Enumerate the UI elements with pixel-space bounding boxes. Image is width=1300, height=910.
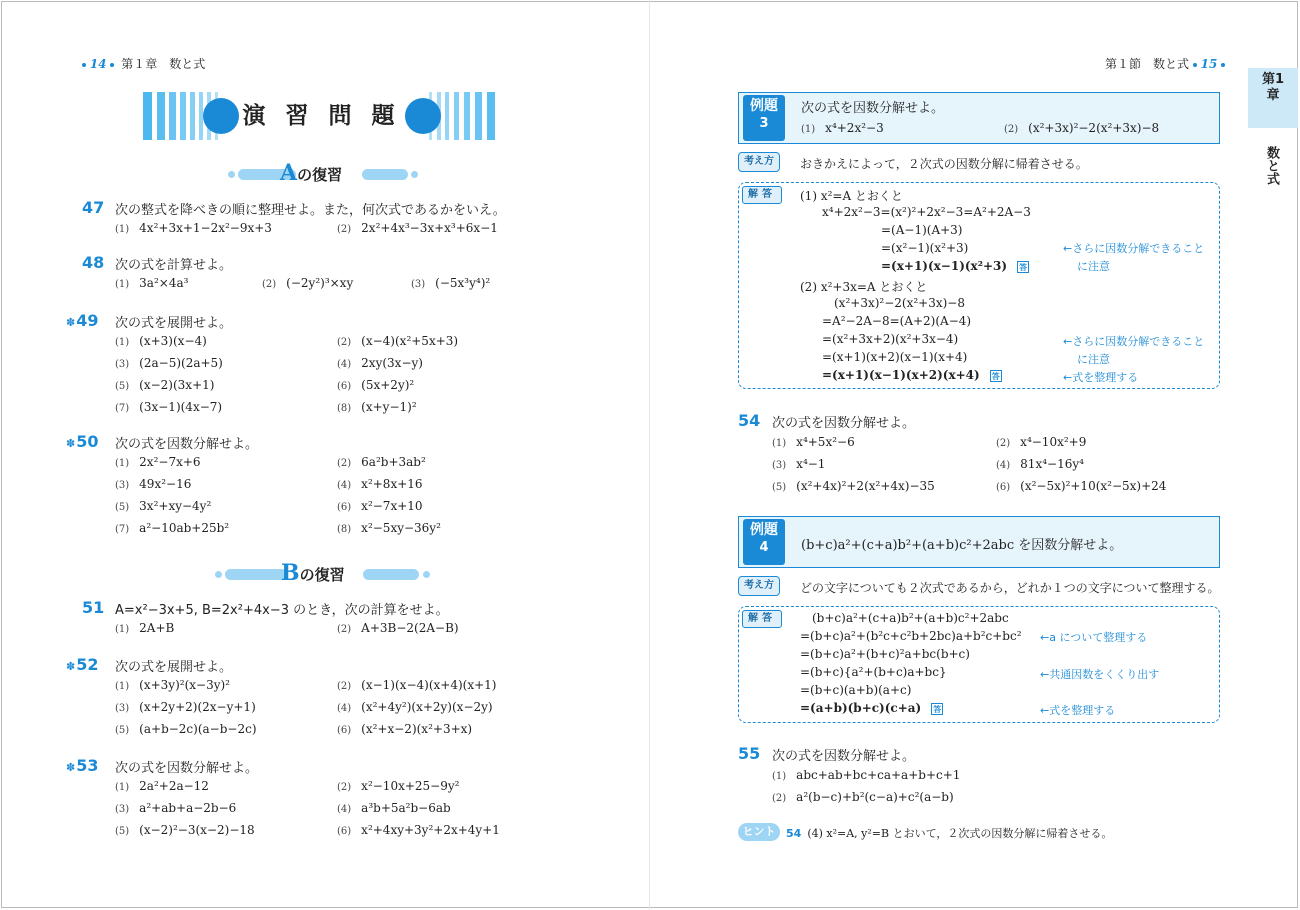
solution-expression: =(A−1)(A+3) (881, 223, 963, 237)
side-tab-chapter-prefix: 第 (1261, 72, 1275, 87)
item-label: (6) (337, 502, 352, 513)
problem-52-item-4 (337, 700, 493, 714)
item-expression: (x²+4x)²+2(x²+4x)−35 (796, 479, 935, 493)
section-a-heading (228, 162, 418, 184)
solution-line-10 (822, 350, 967, 364)
item-expression: 4x²+3x+1−2x²−9x+3 (139, 221, 272, 235)
item-label: (1) (115, 681, 130, 692)
item-label: (4) (337, 703, 352, 714)
solution-line-8 (822, 314, 971, 328)
solution-line-4 (881, 241, 968, 255)
heading-dot-icon (228, 171, 235, 178)
item-expression: (x+3)(x−4) (139, 334, 207, 348)
solution-note-4: に注意 (1077, 353, 1110, 366)
problem-47-number (82, 198, 104, 217)
solution-expression: =(b+c)a²+(b²c+c²b+2bc)a+b²c+bc² (800, 629, 1022, 643)
item-label: (6) (337, 826, 352, 837)
item-label: (2) (772, 793, 787, 804)
problem-number: 48 (82, 253, 105, 272)
item-label: (1) (115, 458, 130, 469)
solution-expression: =(x²+3x+2)(x²+3x−4) (822, 332, 959, 346)
example-4-kangae-text: どの文字についても２次式であるから，どれか１つの文字について整理する。 (800, 581, 1220, 595)
example-3-tag-label: 例題 (750, 98, 778, 114)
right-page-number: 15 (1200, 57, 1218, 71)
problem-52-item-5 (115, 722, 257, 736)
problem-54-number: 54 (738, 411, 761, 430)
left-running-title: 第１章 数と式 (121, 57, 206, 71)
problem-52-text: 次の式を展開せよ。 (115, 660, 233, 675)
heading-dot-icon (215, 571, 222, 578)
problem-47-text: 次の整式を降べきの順に整理せよ。また，何次式であるかをいえ。 (115, 203, 506, 218)
item-label: (6) (337, 381, 352, 392)
item-label: (5) (115, 381, 130, 392)
answer-mark-icon: 答 (933, 703, 942, 714)
item-expression: (x−2)(3x+1) (139, 378, 215, 392)
hint-problem-number: 54 (786, 827, 802, 840)
problem-49-text: 次の式を展開せよ。 (115, 316, 233, 331)
item-expression: (5x+2y)² (361, 378, 415, 392)
item-expression: (a+b−2c)(a−b−2c) (139, 722, 257, 736)
problem-50-number (66, 432, 98, 451)
answer-mark-icon: 答 (991, 370, 1000, 381)
item-expression: x⁴+5x²−6 (796, 435, 855, 449)
item-expression: 2a²+2a−12 (139, 779, 209, 793)
problem-52-item-3 (115, 700, 256, 714)
item-label: (2) (996, 438, 1011, 449)
item-expression: (x+2y+2)(2x−y+1) (139, 700, 256, 714)
solution-line-6 (800, 278, 927, 295)
item-expression: A+3B−2(2A−B) (361, 621, 459, 635)
problem-49-item-2 (337, 334, 458, 348)
solution-line-2 (800, 629, 1022, 643)
problem-50-item-4 (337, 477, 423, 491)
item-expression: x²+4xy+3y²+2x+4y+1 (361, 823, 500, 837)
problem-54-item-6 (996, 479, 1166, 493)
item-expression: (x−2)²−3(x−2)−18 (139, 823, 255, 837)
section-a-text: の復習 (297, 166, 343, 184)
problem-50-item-8 (337, 521, 441, 535)
problem-54-item-5 (772, 479, 935, 493)
example-3-tag (743, 95, 785, 141)
heading-pill (363, 569, 419, 580)
item-expression: a²+ab+a−2b−6 (139, 801, 237, 815)
solution-line-7 (834, 296, 965, 310)
item-label: (3) (115, 480, 130, 491)
problem-52-item-2 (337, 678, 496, 692)
solution-expression: =(b+c)(a+b)(a+c) (800, 683, 912, 697)
item-label: (2) (337, 458, 352, 469)
problem-53-item-4 (337, 801, 451, 815)
problem-53-item-1 (115, 779, 209, 793)
solution-line-5 (800, 683, 911, 697)
problem-51-number (82, 598, 104, 617)
problem-50-text: 次の式を因数分解せよ。 (115, 437, 259, 452)
problem-number: 50 (76, 432, 99, 451)
item-expression: 81x⁴−16y⁴ (1020, 457, 1084, 471)
item-expression: a²−10ab+25b² (139, 521, 230, 535)
item-expression: x²−7x+10 (361, 499, 423, 513)
solution-line-3 (881, 223, 963, 237)
example-4-box (738, 516, 1220, 568)
item-expression: 49x²−16 (139, 477, 192, 491)
item-label: (1) (115, 337, 130, 348)
item-expression: 2A+B (139, 621, 175, 635)
star-icon: ✽ (66, 660, 76, 673)
item-label: (1) (115, 279, 130, 290)
hint-badge: ヒント (738, 823, 780, 841)
item-label: (1) (801, 124, 816, 135)
problem-54-text: 次の式を因数分解せよ。 (772, 416, 916, 431)
solution-expression: =(x+1)(x+2)(x−1)(x+4) (822, 350, 968, 364)
page-dot-icon (110, 63, 114, 67)
solution-line-6 (800, 701, 943, 715)
solution-line-2 (822, 205, 1031, 219)
solution-note-1: ←さらに因数分解できること (1063, 242, 1205, 255)
solution-note-5: ←式を整理する (1063, 371, 1139, 384)
item-label: (1) (115, 624, 130, 635)
problem-number: 51 (82, 598, 105, 617)
problem-48-item-3 (411, 276, 490, 290)
item-expression: (x²−5x)²+10(x²−5x)+24 (1020, 479, 1167, 493)
left-page-number: 14 (89, 57, 107, 71)
item-label: (4) (337, 480, 352, 491)
problem-51-text: A=x²−3x+5, B=2x²+4x−3 のとき，次の計算をせよ。 (115, 603, 449, 618)
problem-49-item-6 (337, 378, 414, 392)
solution-note-1: ←a について整理する (1040, 631, 1148, 644)
problem-49-item-3 (115, 356, 223, 370)
problem-50-item-1 (115, 455, 201, 469)
item-label: (2) (337, 224, 352, 235)
problem-51-item-2 (337, 621, 459, 635)
item-expression: a²(b−c)+b²(c−a)+c²(a−b) (796, 790, 954, 804)
solution-expression: (x²+3x)²−2(x²+3x)−8 (834, 296, 965, 310)
item-label: (6) (337, 725, 352, 736)
item-expression: 2x²−7x+6 (139, 455, 201, 469)
problem-54-item-3 (772, 457, 825, 471)
item-label: (1) (115, 224, 130, 235)
item-expression: 2xy(3x−y) (361, 356, 423, 370)
problem-54-item-1 (772, 435, 855, 449)
item-label: (3) (115, 359, 130, 370)
problem-55-item-1 (772, 768, 960, 782)
problem-54-item-2 (996, 435, 1086, 449)
item-expression: 3x²+xy−4y² (139, 499, 212, 513)
problem-49-item-8 (337, 400, 417, 414)
page-gutter (649, 0, 650, 910)
item-expression: x⁴−10x²+9 (1020, 435, 1087, 449)
section-b-letter: B (281, 560, 300, 586)
item-label: (3) (772, 460, 787, 471)
solution-line-1 (800, 187, 903, 204)
solution-expression: =(b+c){a²+(b+c)a+bc} (800, 665, 947, 679)
item-expression: (x+3y)²(x−3y)² (139, 678, 230, 692)
section-a-letter: A (280, 160, 298, 186)
problem-48-number (82, 253, 104, 272)
left-running-header (82, 55, 205, 72)
heading-dot-icon (423, 571, 430, 578)
solution-note-2: ←共通因数をくくり出す (1040, 668, 1160, 681)
item-label: (5) (115, 502, 130, 513)
item-label: (2) (337, 681, 352, 692)
item-label: (2) (262, 279, 277, 290)
example-4-kaito-badge: 解答 (742, 610, 782, 628)
problem-52-item-1 (115, 678, 230, 692)
example-3-kangae-badge: 考え方 (738, 152, 780, 172)
side-tab-chapter-num: 1 (1274, 72, 1285, 87)
example-3-kangae-text: おきかえによって，２次式の因数分解に帰着させる。 (800, 157, 1088, 171)
solution-expression: (1) x²=A とおくと (800, 189, 903, 203)
problem-50-item-7 (115, 521, 229, 535)
problem-55-item-2 (772, 790, 954, 804)
problem-number: 52 (76, 655, 99, 674)
item-label: (3) (115, 804, 130, 815)
example-3-box (738, 92, 1220, 144)
problem-49-item-4 (337, 356, 423, 370)
problem-53-item-3 (115, 801, 236, 815)
problem-50-item-6 (337, 499, 423, 513)
problem-48-item-2 (262, 276, 353, 290)
example-3-number: 3 (759, 116, 769, 131)
solution-expression: =(a+b)(b+c)(c+a) (800, 701, 922, 715)
item-expression: x⁴−1 (796, 457, 826, 471)
problem-51-item-1 (115, 621, 174, 635)
item-label: (2) (337, 624, 352, 635)
problem-50-item-3 (115, 477, 191, 491)
problem-49-item-5 (115, 378, 214, 392)
problem-number: 47 (82, 198, 105, 217)
example-3-item-2 (1004, 121, 1159, 135)
problem-49-item-1 (115, 334, 207, 348)
item-label: (2) (1004, 124, 1019, 135)
right-running-title: 第１節 数と式 (1105, 57, 1190, 71)
problem-number: 49 (76, 311, 99, 330)
problem-47-item-2 (337, 221, 498, 235)
item-label: (5) (115, 826, 130, 837)
hint-text: (4) x²=A, y²=B とおいて，２次式の因数分解に帰着させる。 (807, 827, 1113, 840)
problem-55-text: 次の式を因数分解せよ。 (772, 749, 916, 764)
problem-52-item-6 (337, 722, 472, 736)
item-expression: (x²+3x)²−2(x²+3x)−8 (1028, 121, 1160, 135)
problem-49-number (66, 311, 98, 330)
problem-number: 53 (76, 756, 99, 775)
item-expression: 6a²b+3ab² (361, 455, 426, 469)
solution-line-1 (812, 611, 1009, 625)
problem-48-item-1 (115, 276, 188, 290)
banner-title: 演 習 問 題 (242, 103, 401, 129)
example-4-text: (b+c)a²+(c+a)b²+(a+b)c²+2abc を因数分解せよ。 (801, 538, 1123, 553)
chapter-side-tab (1248, 68, 1298, 128)
problem-55-number: 55 (738, 744, 761, 763)
solution-expression: (2) x²+3x=A とおくと (800, 280, 928, 294)
item-label: (5) (115, 725, 130, 736)
item-expression: (−2y²)³×xy (286, 276, 354, 290)
problem-47-item-1 (115, 221, 272, 235)
solution-expression: =(x+1)(x−1)(x²+3) (881, 259, 1008, 273)
item-expression: (3x−1)(4x−7) (139, 400, 223, 414)
solution-expression: =(b+c)a²+(b+c)²a+bc(b+c) (800, 647, 970, 661)
item-label: (2) (337, 337, 352, 348)
solution-note-3: ←式を整理する (1040, 704, 1116, 717)
section-b-heading (215, 562, 430, 584)
heading-pill (225, 569, 287, 580)
item-label: (4) (996, 460, 1011, 471)
solution-line-4 (800, 665, 947, 679)
problem-50-item-5 (115, 499, 211, 513)
item-expression: 2x²+4x³−3x+x³+6x−1 (361, 221, 498, 235)
problem-53-text: 次の式を因数分解せよ。 (115, 761, 259, 776)
star-icon: ✽ (66, 437, 76, 450)
example-3-item-1 (801, 121, 884, 135)
hint-line (786, 825, 1112, 841)
side-tab-chapter-suffix: 章 (1266, 88, 1280, 103)
heading-dot-icon (411, 171, 418, 178)
item-label: (1) (115, 782, 130, 793)
solution-line-11 (822, 368, 1002, 382)
item-expression: (x²+x−2)(x²+3+x) (361, 722, 473, 736)
problem-53-item-5 (115, 823, 255, 837)
item-expression: x²−10x+25−9y² (361, 779, 460, 793)
solution-expression: x⁴+2x²−3=(x²)²+2x²−3=A²+2A−3 (822, 205, 1031, 219)
item-expression: (x²+4y²)(x+2y)(x−2y) (361, 700, 493, 714)
item-expression: (x−4)(x²+5x+3) (361, 334, 459, 348)
item-label: (2) (337, 782, 352, 793)
item-expression: (−5x³y⁴)² (435, 276, 491, 290)
page-dot-icon (1193, 63, 1197, 67)
solution-line-9 (822, 332, 958, 346)
page-dot-icon (82, 63, 86, 67)
item-label: (1) (772, 771, 787, 782)
item-label: (7) (115, 403, 130, 414)
solution-expression: =A²−2A−8=(A+2)(A−4) (822, 314, 972, 328)
example-4-number: 4 (759, 540, 769, 555)
item-label: (4) (337, 804, 352, 815)
exercise-banner (143, 92, 500, 140)
example-4-tag-label: 例題 (750, 522, 778, 538)
item-label: (3) (411, 279, 426, 290)
solution-line-3 (800, 647, 970, 661)
example-3-kaito-badge: 解答 (742, 186, 782, 204)
item-expression: 3a²×4a³ (139, 276, 189, 290)
problem-52-number (66, 655, 98, 674)
example-3-text: 次の式を因数分解せよ。 (801, 101, 945, 116)
solution-note-3: ←さらに因数分解できること (1063, 335, 1205, 348)
item-expression: x⁴+2x²−3 (825, 121, 884, 135)
example-4-kangae-badge: 考え方 (738, 576, 780, 596)
item-label: (5) (772, 482, 787, 493)
heading-pill (362, 169, 408, 180)
item-expression: x²−5xy−36y² (361, 521, 441, 535)
item-expression: (2a−5)(2a+5) (139, 356, 223, 370)
item-label: (3) (115, 703, 130, 714)
item-label: (6) (996, 482, 1011, 493)
problem-49-item-7 (115, 400, 222, 414)
solution-expression: (b+c)a²+(c+a)b²+(a+b)c²+2abc (812, 611, 1009, 625)
item-label: (8) (337, 524, 352, 535)
right-running-header (1105, 55, 1225, 72)
star-icon: ✽ (66, 761, 76, 774)
item-label: (8) (337, 403, 352, 414)
example-4-tag (743, 519, 785, 565)
solution-line-5 (881, 259, 1029, 273)
problem-53-number (66, 756, 98, 775)
problem-50-item-2 (337, 455, 426, 469)
item-expression: (x−1)(x−4)(x+4)(x+1) (361, 678, 497, 692)
item-label: (4) (337, 359, 352, 370)
item-label: (7) (115, 524, 130, 535)
solution-expression: =(x+1)(x−1)(x+2)(x+4) (822, 368, 980, 382)
problem-54-item-4 (996, 457, 1084, 471)
star-icon: ✽ (66, 316, 76, 329)
answer-mark-icon: 答 (1019, 261, 1028, 272)
item-expression: a³b+5a²b−6ab (361, 801, 451, 815)
problem-53-item-6 (337, 823, 500, 837)
page-dot-icon (1221, 63, 1225, 67)
section-b-text: の復習 (299, 566, 345, 584)
problem-53-item-2 (337, 779, 459, 793)
item-expression: abc+ab+bc+ca+a+b+c+1 (796, 768, 961, 782)
solution-expression: =(x²−1)(x²+3) (881, 241, 969, 255)
problem-48-text: 次の式を計算せよ。 (115, 258, 233, 273)
item-expression: x²+8x+16 (361, 477, 423, 491)
solution-note-2: に注意 (1077, 260, 1110, 273)
item-expression: (x+y−1)² (361, 400, 417, 414)
item-label: (1) (772, 438, 787, 449)
side-tab-topic: 数と式 (1264, 146, 1279, 185)
